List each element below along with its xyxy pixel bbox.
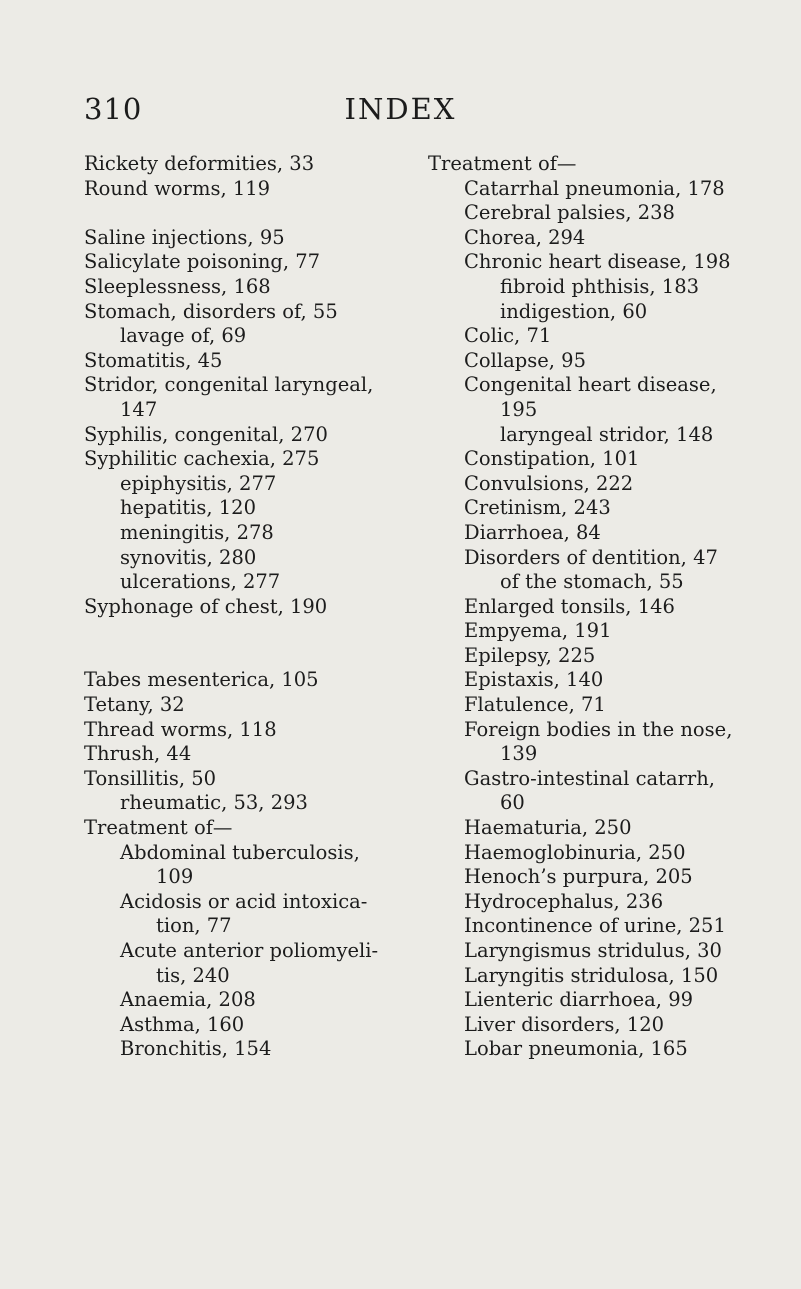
index-entry: Tetany, 32 [84, 693, 185, 717]
index-subentry: Cerebral palsies, 238 [464, 201, 675, 225]
index-subentry: Epilepsy, 225 [464, 643, 596, 667]
index-subentry: Laryngitis stridulosa, 150 [464, 963, 719, 987]
index-entry-continuation: 147 [120, 397, 158, 421]
index-subentry: fibroid phthisis, 183 [500, 274, 700, 298]
index-entry: Syphilis, congenital, 270 [84, 422, 328, 446]
index-subentry-continuation: tion, 77 [156, 914, 232, 938]
index-subentry: Haemoglobinuria, 250 [464, 840, 686, 864]
index-subentry: Lienteric diarrhoea, 99 [464, 988, 694, 1012]
index-subentry: Cretinism, 243 [464, 496, 611, 520]
page-title: INDEX [344, 92, 457, 126]
index-subentry: Abdominal tuberculosis, [120, 840, 360, 864]
index-subentry: Diarrhoea, 84 [464, 520, 601, 544]
index-subentry: Catarrhal pneumonia, 178 [464, 176, 725, 200]
index-entry: Syphonage of chest, 190 [84, 594, 328, 618]
index-entry: Thrush, 44 [84, 742, 192, 766]
index-entry: Stomach, disorders of, 55 [84, 299, 338, 323]
index-subentry: Haematuria, 250 [464, 816, 632, 840]
index-entry: Treatment of— [428, 152, 577, 175]
index-subentry-continuation: tis, 240 [156, 963, 230, 987]
index-entry: Treatment of— [84, 816, 233, 840]
index-entry: Tonsillitis, 50 [84, 766, 217, 790]
page-header [0, 92, 801, 132]
index-subentry: Chronic heart disease, 198 [464, 250, 731, 274]
index-subentry: meningitis, 278 [120, 520, 274, 544]
index-subentry-continuation: 60 [500, 791, 525, 815]
index-subentry: Henoch’s purpura, 205 [464, 865, 693, 889]
index-subentry: of the stomach, 55 [500, 570, 684, 594]
index-subentry: Acute anterior poliomyeli- [120, 939, 379, 962]
index-subentry: Colic, 71 [464, 324, 552, 348]
index-subentry: rheumatic, 53, 293 [120, 791, 308, 815]
index-entry: Saline injections, 95 [84, 225, 285, 249]
index-subentry: Lobar pneumonia, 165 [464, 1037, 688, 1061]
index-subentry: hepatitis, 120 [120, 496, 256, 520]
index-subentry: laryngeal stridor, 148 [500, 422, 714, 446]
index-entry: Tabes mesenterica, 105 [84, 668, 319, 692]
index-subentry: Collapse, 95 [464, 348, 586, 372]
index-subentry: Constipation, 101 [464, 447, 640, 471]
index-subentry: Empyema, 191 [464, 619, 612, 643]
index-subentry-continuation: 195 [500, 397, 538, 421]
index-subentry: Gastro-intestinal catarrh, [464, 766, 715, 790]
index-subentry: Acidosis or acid intoxica- [120, 889, 368, 913]
index-subentry: indigestion, 60 [500, 299, 648, 323]
page-number: 310 [84, 92, 143, 126]
index-entry: Stomatitis, 45 [84, 348, 223, 372]
index-entry: Syphilitic cachexia, 275 [84, 447, 320, 471]
index-subentry: Disorders of dentition, 47 [464, 545, 718, 569]
index-entry: Stridor, congenital laryngeal, [84, 373, 374, 397]
index-subentry: epiphysitis, 277 [120, 471, 277, 495]
index-subentry: Laryngismus stridulus, 30 [464, 939, 722, 962]
index-subentry-continuation: 139 [500, 742, 538, 766]
index-subentry-continuation: 109 [156, 865, 194, 889]
index-subentry: Convulsions, 222 [464, 471, 634, 495]
index-subentry: Congenital heart disease, [464, 373, 717, 397]
index-subentry: Foreign bodies in the nose, [464, 717, 733, 741]
index-entry: Salicylate poisoning, 77 [84, 250, 321, 274]
index-subentry: Enlarged tonsils, 146 [464, 594, 675, 618]
index-subentry: Anaemia, 208 [120, 988, 256, 1012]
index-entry: Rickety deformities, 33 [84, 152, 315, 175]
index-subentry: Liver disorders, 120 [464, 1012, 665, 1036]
left-index-column [84, 152, 404, 1062]
index-subentry: Flatulence, 71 [464, 693, 606, 717]
index-subentry: ulcerations, 277 [120, 570, 281, 594]
index-subentry: Epistaxis, 140 [464, 668, 604, 692]
index-subentry: lavage of, 69 [120, 324, 247, 348]
right-index-column [428, 152, 778, 1062]
index-subentry: Incontinence of urine, 251 [464, 914, 726, 938]
index-subentry: Bronchitis, 154 [120, 1037, 272, 1061]
index-subentry: Chorea, 294 [464, 225, 586, 249]
index-entry: Round worms, 119 [84, 176, 271, 200]
index-subentry: Hydrocephalus, 236 [464, 889, 664, 913]
index-entry: Thread worms, 118 [84, 717, 277, 741]
index-entry: Sleeplessness, 168 [84, 274, 271, 298]
index-subentry: synovitis, 280 [120, 545, 257, 569]
index-subentry: Asthma, 160 [120, 1012, 245, 1036]
